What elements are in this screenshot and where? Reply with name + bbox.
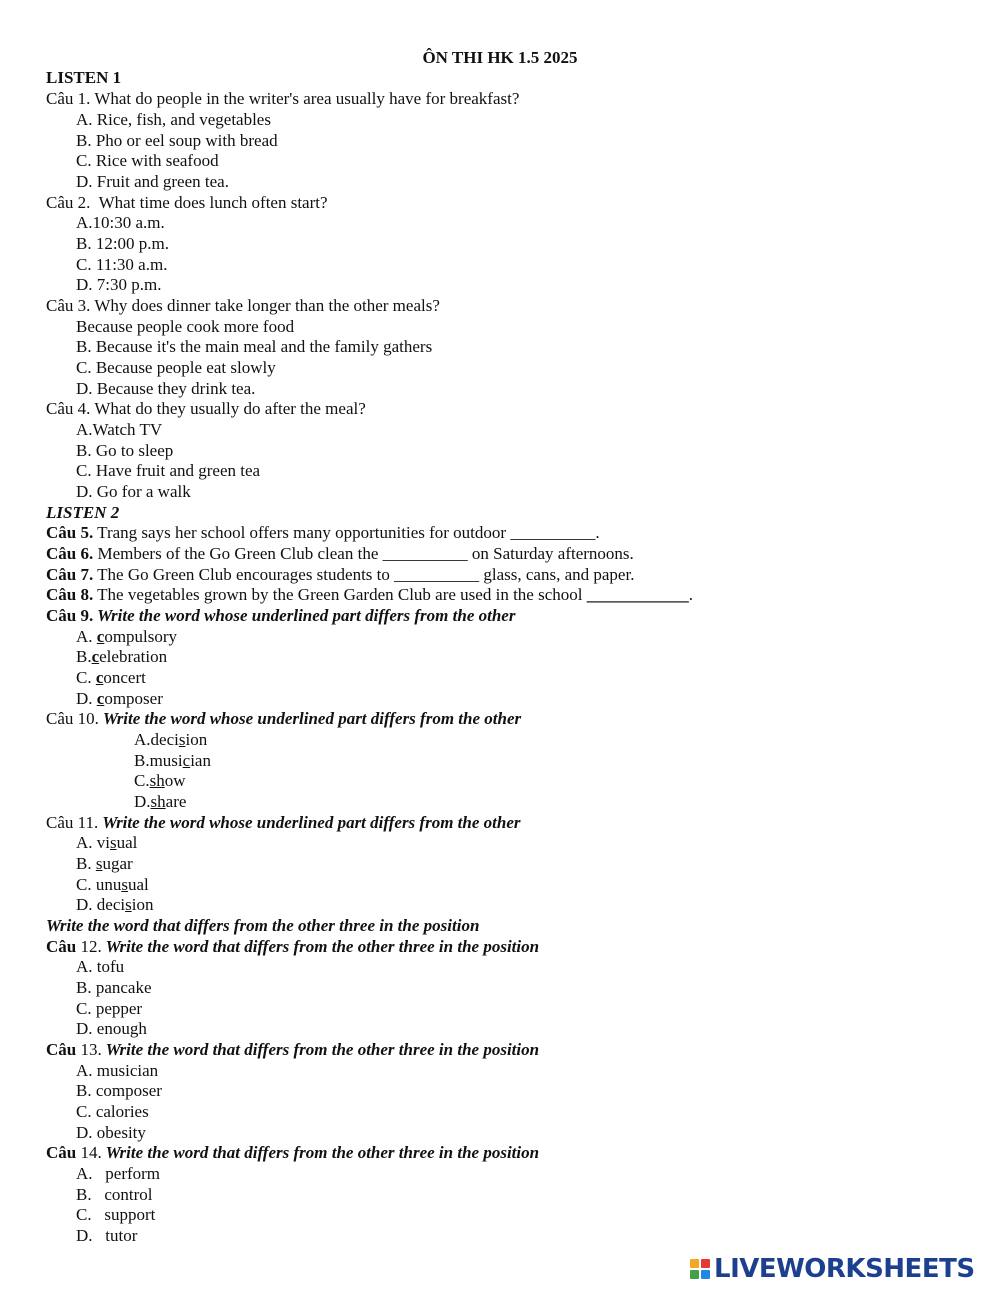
q12-number: 12. [76, 937, 102, 956]
underlined-part: c [96, 627, 105, 646]
q7-text: The Go Green Club encourages students to __________ glass, cans, and paper. [93, 565, 635, 584]
q11-option-b[interactable]: B. sugar [76, 854, 133, 873]
stress-section-heading: Write the word that differs from the other three in the position [46, 916, 480, 935]
q9-label: Câu 9. [46, 606, 94, 625]
q13-option-b[interactable]: B. composer [76, 1081, 162, 1100]
q12-option-c[interactable]: C. pepper [76, 999, 143, 1018]
q14-instruction: Write the word that differs from the other three in the position [101, 1143, 540, 1162]
logo-text: LIVEWORKSHEETS [714, 1254, 975, 1284]
q10-instruction: Write the word whose underlined part differs from the other [98, 709, 522, 728]
logo-grid-icon [690, 1259, 710, 1279]
q2-option-b[interactable]: B. 12:00 p.m. [76, 234, 170, 253]
q2-option-a[interactable]: A.10:30 a.m. [76, 213, 165, 232]
q14-number: 14. [76, 1143, 102, 1162]
q1-option-c[interactable]: C. Rice with seafood [76, 151, 219, 170]
q10-option-b[interactable]: B.musician [134, 751, 211, 770]
question-5 [46, 523, 600, 544]
q12-label: Câu [46, 937, 77, 956]
q6-label: Câu 6. [46, 544, 94, 563]
underlined-part: s [95, 854, 103, 873]
q11-option-d[interactable]: D. decision [76, 895, 154, 914]
q7-label: Câu 7. [46, 565, 94, 584]
q11-option-a[interactable]: A. visual [76, 833, 138, 852]
q3-option-b[interactable]: B. Because it's the main meal and the family gathers [76, 337, 433, 356]
q5-label: Câu 5. [46, 523, 94, 542]
q3-option-d[interactable]: D. Because they drink tea. [76, 379, 256, 398]
question-6 [46, 544, 634, 565]
q9-option-b[interactable]: B.celebration [76, 647, 168, 666]
underlined-part: c [91, 647, 100, 666]
underlined-part: s [110, 833, 117, 852]
q10-label: Câu 10. [46, 709, 99, 728]
q1-option-b[interactable]: B. Pho or eel soup with bread [76, 131, 278, 150]
question-11 [46, 813, 521, 834]
q12-option-b[interactable]: B. pancake [76, 978, 152, 997]
q13-option-d[interactable]: D. obesity [76, 1123, 146, 1142]
q12-option-d[interactable]: D. enough [76, 1019, 147, 1038]
q12-instruction: Write the word that differs from the other three in the position [101, 937, 540, 956]
q8-label: Câu 8. [46, 585, 94, 604]
q6-text: Members of the Go Green Club clean the __________ on Saturday afternoons. [93, 544, 634, 563]
q11-label: Câu 11. [46, 813, 99, 832]
question-14 [46, 1143, 539, 1164]
q14-option-c[interactable]: C. support [76, 1205, 156, 1224]
q9-option-d[interactable]: D. composer [76, 689, 163, 708]
q10-option-d[interactable]: D.share [134, 792, 187, 811]
underlined-part: sh [149, 771, 165, 790]
q9-instruction: Write the word whose underlined part differs from the other [93, 606, 516, 625]
logo-square [701, 1270, 710, 1279]
q10-option-a[interactable]: A.decision [134, 730, 208, 749]
q4-option-c[interactable]: C. Have fruit and green tea [76, 461, 261, 480]
q9-option-a[interactable]: A. compulsory [76, 627, 178, 646]
q13-label: Câu [46, 1040, 77, 1059]
q13-option-c[interactable]: C. calories [76, 1102, 149, 1121]
underlined-part: s [178, 730, 186, 749]
q11-instruction: Write the word whose underlined part differs from the other [98, 813, 521, 832]
q8-text: The vegetables grown by the Green Garden Club are used in the school [93, 585, 587, 604]
question-3: Câu 3. Why does dinner take longer than the other meals? [46, 296, 440, 315]
question-1: Câu 1. What do people in the writer's area usually have for breakfast? [46, 89, 520, 108]
liveworksheets-logo [690, 1254, 975, 1284]
q4-option-a[interactable]: A.Watch TV [76, 420, 163, 439]
underlined-part: s [121, 875, 128, 894]
q13-number: 13. [76, 1040, 102, 1059]
underlined-part: c [95, 668, 104, 687]
q2-option-c[interactable]: C. 11:30 a.m. [76, 255, 168, 274]
logo-square [690, 1259, 699, 1268]
q14-option-d[interactable]: D. tutor [76, 1226, 138, 1245]
logo-square [690, 1270, 699, 1279]
question-4: Câu 4. What do they usually do after the meal? [46, 399, 366, 418]
q14-label: Câu [46, 1143, 77, 1162]
q13-instruction: Write the word that differs from the other three in the position [101, 1040, 540, 1059]
question-10 [46, 709, 521, 730]
q9-option-c[interactable]: C. concert [76, 668, 146, 687]
q11-option-c[interactable]: C. unusual [76, 875, 149, 894]
q4-option-b[interactable]: B. Go to sleep [76, 441, 174, 460]
listen2-heading: LISTEN 2 [46, 503, 120, 522]
page-title: ÔN THI HK 1.5 2025 [422, 48, 578, 67]
q8-end: . [688, 585, 693, 604]
q13-option-a[interactable]: A. musician [76, 1061, 159, 1080]
listen1-heading: LISTEN 1 [46, 68, 122, 87]
q8-blank[interactable]: ____________ [586, 585, 689, 604]
question-8 [46, 585, 693, 606]
q3-option-c[interactable]: C. Because people eat slowly [76, 358, 276, 377]
question-13 [46, 1040, 539, 1061]
q1-option-a[interactable]: A. Rice, fish, and vegetables [76, 110, 271, 129]
underlined-part: sh [150, 792, 166, 811]
underlined-part: s [125, 895, 132, 914]
underlined-part: c [96, 689, 105, 708]
q2-option-d[interactable]: D. 7:30 p.m. [76, 275, 162, 294]
question-9 [46, 606, 515, 627]
q14-option-b[interactable]: B. control [76, 1185, 153, 1204]
question-12 [46, 937, 539, 958]
q12-option-a[interactable]: A. tofu [76, 957, 125, 976]
q4-option-d[interactable]: D. Go for a walk [76, 482, 191, 501]
q3-option-a[interactable]: Because people cook more food [76, 317, 295, 336]
underlined-part: c [182, 751, 191, 770]
question-2: Câu 2. What time does lunch often start? [46, 193, 328, 212]
q14-option-a[interactable]: A. perform [76, 1164, 161, 1183]
logo-square [701, 1259, 710, 1268]
q5-text: Trang says her school offers many opportunities for outdoor __________. [93, 523, 600, 542]
question-7 [46, 565, 634, 586]
q1-option-d[interactable]: D. Fruit and green tea. [76, 172, 229, 191]
q10-option-c[interactable]: C.show [134, 771, 186, 790]
